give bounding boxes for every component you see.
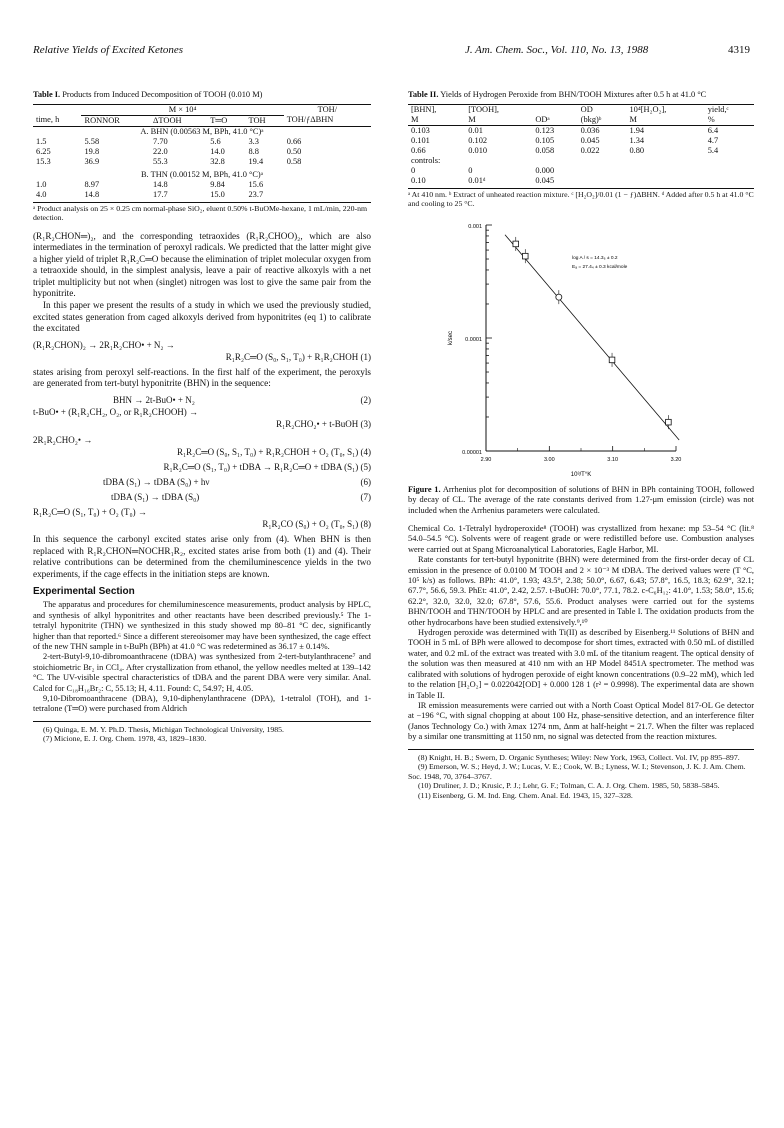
table-cell: 0.58 — [286, 156, 302, 166]
table-cell: 0.010 — [468, 145, 488, 155]
table-cell: 22.0 — [153, 146, 168, 156]
paragraph: The apparatus and procedures for chemiluminescence measurements, product analysis by HPLC, and synthesis of alkyl hyponitrites and other reactants have been described previously.⁵ The 1-tetralyl hyponitrite (THN) we synthesized in this study showed mp 80–81 °C dec, significantly higher than that reported.⁶ Since a different stereoisomer may have been synthesized, the cage effect of the new THN sample in t-BuPh (BPh) at 41.0 °C was redetermined as 36.17 ± 0.14%. — [33, 600, 371, 652]
table1-section-b: B. THN (0.00152 M, BPh, 41.0 °C)ᵃ — [140, 169, 264, 179]
table-cell: 14.8 — [84, 189, 100, 199]
table-cell: 0 — [468, 165, 473, 175]
table-cell: 14.0 — [210, 146, 225, 156]
table-cell — [578, 166, 627, 176]
table-cell: 4.7 — [707, 135, 719, 145]
table-cell: 15.6 — [248, 179, 264, 189]
table-cell — [284, 180, 371, 190]
table-cell: 23.7 — [248, 189, 264, 199]
x-tick-label: 3.20 — [670, 456, 682, 463]
table-cell: 0.01 — [468, 125, 483, 135]
table-cell — [284, 190, 371, 200]
table-cell: 55.3 — [153, 156, 168, 166]
y-tick-label: 0.0001 — [465, 336, 482, 343]
section-heading: Experimental Section — [33, 586, 135, 598]
table-cell: 0.01ᵈ — [468, 175, 486, 185]
table-cell: 0.022 — [580, 145, 600, 155]
table2-col — [532, 104, 577, 115]
table-cell: 5.6 — [210, 136, 221, 146]
table-row — [408, 176, 754, 186]
equations-2-8: BHN → 2t-BuO• + N₂ (2) t-BuO• + (R₁R₂CH₂, O₂, or R₁R₂CHOOH) → R₁R₂CHO₂• + t-BuOH (3) 2R₁R₂CHO₂• → R₁R₂C═O (S₀, S₁, T₀) + R₁R₂CHOH + O₂ (T₀, S₁) (4) R₁R₂C═O (S₁, T₀) + tDBA → R₁R₂C═O + tDBA (S₁) (5) tDBA (S₁) → tDBA (S₀) + hν (6) tDBA (S₁) → tDBA (S₀) (7) R₁R₂C═O (S₁, T₀) + O₂ (T₀) → R₁R₂CO (S₀) + O₂ (T₀, S₁) (8) — [33, 395, 371, 530]
paragraph: (R₁R₂CHON═)₂, and the corresponding tetraoxides (R₁R₂CHOO)₂, which are also intermediates in the termination of peroxyl radicals. We predicted that the latter might give a higher yield of triplet R₁R₂C═O because the elimination of triplet molecular oxygen from a tetraoxide should, in the simplest analysis, leave a pair of reactive alkoxyls with a net triplet multiplicity but not when (singlet) nitrogen was lost to give the same pair from the hyponitrite. — [33, 230, 371, 299]
data-point-square — [513, 241, 519, 247]
table-cell: 0 — [411, 165, 416, 175]
table-cell: 0.045 — [580, 135, 600, 145]
table2-col: [BHN], — [411, 104, 437, 114]
paragraph: IR emission measurements were carried out with a North Coast Optical Model 817-OL Ge detector at −196 °C, with signal chopping at about 100 Hz, phase-sensitive detection, and an interference filter (Janos Technology Co.) with λmax 1274 nm, Δnm at half-height = 21.7. When the filter was replaced by a similar one transmitting at 1150 nm, no signal was detected from the reaction mixtures. — [408, 700, 754, 742]
table2-col: 10⁴[H₂O₂], — [629, 104, 667, 114]
table-row — [33, 147, 371, 157]
page-number: 4319 — [728, 44, 750, 56]
table1-col: ΔTOOH — [153, 115, 182, 125]
annotation-log-a: log A / s = 14.3₆ ± 0.2 — [572, 255, 618, 261]
paragraph: In this paper we present the results of a study in which we used the previously studied, excited states generation from caged alkoxyls derived from hyponitrites (eq 1) to calibrate the excitated — [33, 300, 371, 334]
table-cell: 0.103 — [411, 125, 430, 135]
table-cell: 0.000 — [535, 165, 555, 175]
table-cell: 0.50 — [286, 146, 302, 156]
equation-1: (R₁R₂CHON)₂ → 2R₁R₂CHO• + N₂ → R₁R₂C═O (S₀, S₁, T₀) + R₁R₂CHOH (1) — [33, 339, 371, 362]
running-header-journal: J. Am. Chem. Soc., Vol. 110, No. 13, 1988 — [465, 44, 649, 56]
right-column — [408, 90, 754, 801]
table-cell: 0.80 — [629, 145, 645, 155]
table-cell: 1.5 — [36, 136, 47, 146]
table-cell: 1.34 — [629, 135, 645, 145]
table1-caption: Table I. Products from Induced Decomposition of TOOH (0.010 M) — [33, 90, 263, 99]
table-cell: 19.4 — [248, 156, 264, 166]
table2-controls-label: controls: — [411, 155, 441, 165]
table-cell: 14.8 — [153, 179, 168, 189]
table1-group-header: M × 10⁴ — [81, 104, 283, 115]
table1: M × 10⁴ TOH/ time, h RONNOR ΔTOOH T═O TOH TOH/ƒΔBHN A. BHN (0.00563 M, BPh, 41.0 °C)ᵃ 1.5 5.58 7.70 5.6 3.3 0.66 6.25 19.8 22.0 14.0 8.8 0.50 15.3 36.9 55.3 32.8 19.4 0.58 B. THN (0.00152 M, BPh, 41.0 °C)ᵃ 1.0 8.97 14.8 9.84 15.6 4.0 14.8 17.7 15.0 23.7 — [33, 104, 371, 200]
table1-col: TOH — [248, 115, 266, 125]
paragraph: Rate constants for tert-butyl hyponitrite (BHN) were determined from the first-order decay of CL emission in the presence of 0.0100 M TOOH and 2 × 10⁻³ M tDBA. The derived values were (T °C, 10⁵ k/s) as follows. BPh: 41.0°, 1.93; 43.5°, 2.38; 50.0°, 6.67, 6.43; 57.8°, 16.5, 18.3; 62.9°, 32.1; 67.7°, 56.6, 59.3. PhEt: 41.0°, 2.42, 2.57. t-BuOH: 70.0°, 77.1, 78.2. c-C₆H₁₂: 41.0°, 1.53; 58.0°, 15.6; 62.2°, 32.0, 32.0, 32.0; 67.8°, 57.6, 55.6. Product analyses were carried out for the systems BHN/TOOH and THN/TOOH by HPLC and are presented in Table I. The oxidation products from the other hydrocarbons have been studied extensively.⁹,¹⁰ — [408, 555, 754, 627]
table-cell: 5.58 — [84, 136, 100, 146]
paragraph: 9,10-Dibromoanthracene (DBA), 9,10-diphenylanthracene (DPA), 1-tetralol (TOH), and 1-tetralone (T═O) were purchased from Aldrich — [33, 694, 371, 714]
table-cell: 0.045 — [535, 175, 555, 185]
table-row — [33, 157, 371, 167]
table-cell: 1.94 — [629, 125, 645, 135]
table-cell: 32.8 — [210, 156, 225, 166]
table-cell: 36.9 — [84, 156, 100, 166]
table-cell — [626, 166, 704, 176]
table2-col: ODᵃ — [535, 114, 550, 124]
table-cell: 6.25 — [36, 146, 51, 156]
left-column — [33, 90, 371, 744]
paragraph: Hydrogen peroxide was determined with Ti(II) as described by Eisenberg.¹¹ Solutions of BHN and TOOH in 5 mL of BPh were allowed to decompose for short times, extracted with 0.50 mL of distilled water, and 0.2 mL of the extract was treated with 3.0 mL of the titanium reagent. The optical density of the solution was then measured at 410 nm with an HP Model 8451A spectrometer. The method was calibrated with solutions of hydrogen peroxide of eight known concentrations (0.9–22 mM), which led to the relation [H₂O₂] = 0.022042[OD] + 0.000 128 1 (r² = 0.9998). The experimental data are shown in Table II. — [408, 628, 754, 700]
data-point-circle — [556, 294, 562, 300]
table-row — [408, 166, 754, 176]
x-axis-label: 10³/T°K — [570, 471, 592, 478]
table-row — [408, 125, 754, 136]
table-cell: 6.4 — [707, 125, 719, 135]
table-cell: 8.8 — [248, 146, 259, 156]
x-tick-label: 2.90 — [480, 456, 492, 463]
table1-col: TOH/ƒΔBHN — [286, 115, 334, 125]
table2-col: OD — [580, 104, 593, 114]
figure-1-caption: Figure 1. Arrhenius plot for decomposition of solutions of BHN in BPh containing TOOH, followed by decay of CL. The average of the rate constants derived from 1.27-μm emission (circle) was not included when the Arrhenius parameters were calculated. — [408, 484, 755, 515]
table-cell — [626, 176, 704, 186]
annotation-ea: Eₐ = 27.4₄ ± 0.3 kcal/mole — [572, 264, 628, 270]
running-header-title: Relative Yields of Excited Ketones — [33, 44, 184, 56]
table-cell: 7.70 — [153, 136, 168, 146]
table2-col: [TOOH], — [468, 104, 499, 114]
table-cell: 0.036 — [580, 125, 600, 135]
table-cell: 0.66 — [411, 145, 426, 155]
table2 — [408, 104, 754, 186]
footnote-references: (8) Knight, H. B.; Swern, D. Organic Syntheses; Wiley: New York, 1963, Collect. Vol. IV, pp 895–897. (9) Emerson, W. S.; Heyd, J. W.; Lucas, V. E.; Cook, W. B.; Lyness, W. I.; Stevenson, J. K. J. Am. Chem. Soc. 1948, 70, 3764–3767. (10) Druliner, J. D.; Krusic, P. J.; Lehr, G. F.; Tolman, C. A. J. Org. Chem. 1985, 50, 5838–5845. (11) Eisenberg, G. M. Ind. Eng. Chem. Anal. Ed. 1943, 15, 327–328. — [408, 749, 754, 801]
table2-col: M — [411, 114, 419, 124]
table-cell: 4.0 — [36, 189, 47, 199]
table1-section-a: A. BHN (0.00563 M, BPh, 41.0 °C)ᵃ — [140, 126, 264, 136]
figure-1 — [408, 215, 754, 485]
arrhenius-plot — [408, 215, 754, 485]
table2-col: (bkg)ᵇ — [580, 114, 602, 124]
table-cell — [705, 176, 754, 186]
paragraph: In this sequence the carbonyl excited states arise only from (4). When BHN is then replaced with R₁R₂CHON═NOCHR₁R₂, excited states arise from both (1) and (4). Their relative contributions can be determined from the chemiluminescence yields in the two experiments, if the cage effects in the initiation steps are known. — [33, 534, 371, 579]
table-cell: 0.058 — [535, 145, 555, 155]
footnote-references: (6) Quinga, E. M. Y. Ph.D. Thesis, Michigan Technological University, 1985. (7) Micione, E. J. Org. Chem. 1978, 43, 1829–1830. — [33, 721, 371, 744]
table-cell: 3.3 — [248, 136, 259, 146]
table-cell: 19.8 — [84, 146, 100, 156]
table2-col: % — [707, 114, 715, 124]
y-axis-label: k/sec — [448, 330, 454, 345]
table-cell: 15.3 — [36, 156, 51, 166]
table-cell: 9.84 — [210, 179, 225, 189]
table-cell: 0.102 — [468, 135, 488, 145]
table2-caption: Table II. Yields of Hydrogen Peroxide from BHN/TOOH Mixtures after 0.5 h at 41.0 °C — [408, 90, 707, 99]
table-cell — [578, 176, 627, 186]
table1-footnote: ᵃ Product analysis on 25 × 0.25 cm normal-phase SiO₂, eluent 0.50% t-BuOMe-hexane, 1 mL/min, 220-nm detection. — [33, 202, 371, 223]
y-tick-label: 0.00001 — [462, 449, 482, 456]
table-cell: 5.4 — [707, 145, 719, 155]
x-tick-label: 3.00 — [543, 456, 555, 463]
table-cell: 15.0 — [210, 189, 225, 199]
table1-col: RONNOR — [84, 115, 120, 125]
table-cell — [705, 166, 754, 176]
table-cell: 17.7 — [153, 189, 168, 199]
table-cell: 0.105 — [535, 135, 555, 145]
table-cell: 1.0 — [36, 179, 47, 189]
table2-col: yield,ᶜ — [707, 104, 729, 114]
y-tick-label: 0.001 — [468, 223, 482, 230]
table2-col: M — [468, 114, 476, 124]
table1-col: T═O — [210, 115, 228, 125]
table-cell: 0.66 — [286, 136, 302, 146]
table-cell: 8.97 — [84, 179, 100, 189]
table1-col: time, h — [36, 115, 60, 125]
paragraph: Chemical Co. 1-Tetralyl hydroperoxide⁸ (TOOH) was crystallized from hexane: mp 53–54 °C (lit.⁸ 54.0–54.5 °C). Solvents were of reagent grade or were redistilled before use. Combustion analyses were carried out at Spang Microanalytical Laboratories, Eagle Harbor, MI. — [408, 524, 754, 554]
table-row — [33, 137, 371, 147]
table-row — [33, 180, 371, 190]
table-cell: 0.10 — [411, 175, 426, 185]
table-row — [33, 190, 371, 200]
table-row — [408, 136, 754, 146]
table2-footnote: ᵃ At 410 nm. ᵇ Extract of unheated reaction mixture. ᶜ [H₂O₂]/0.01 (1 − ƒ)ΔBHN. ᵈ Added after 0.5 h at 41.0 °C and cooling to 25 °C. — [408, 189, 754, 208]
table-cell: 0.123 — [535, 125, 555, 135]
data-point-square — [522, 253, 528, 259]
x-tick-label: 3.10 — [607, 456, 619, 463]
data-point-square — [666, 419, 672, 425]
table-cell: 0.101 — [411, 135, 430, 145]
data-point-square — [609, 357, 615, 363]
table2-col: M — [629, 114, 637, 124]
table-row — [408, 146, 754, 156]
paragraph: 2-tert-Butyl-9,10-dibromoanthracene (tDBA) was synthesized from 2-tert-butylanthracene⁷ and stoichiometric Br₂ in CCl₄. After crystallization from ethanol, the yellow needles melted at 139–142 °C. The UV-visible spectral characteristics of tDBA and the parent DBA were very similar. Anal. Calcd for C₁₈H₁₆Br₂: C, 55.13; H, 4.11. Found: C, 54.97; H, 4.05. — [33, 652, 371, 693]
paragraph: states arising from peroxyl self-reactions. In the first half of the experiment, the peroxyls are generated from tert-butyl hyponitrite (BHN) in the sequence: — [33, 366, 371, 389]
